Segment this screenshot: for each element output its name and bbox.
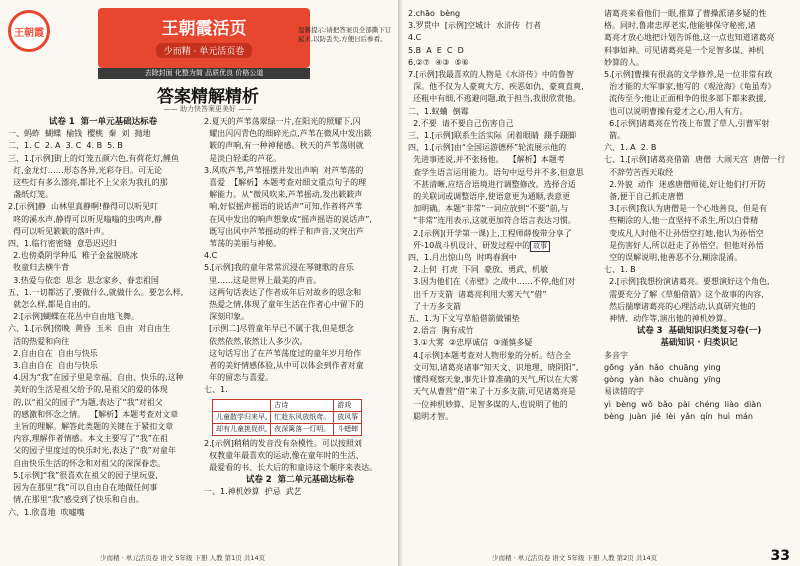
answer-text: 3.因为他们在《赤壁》之战中……不停,他们对 bbox=[408, 277, 576, 287]
left-column-2 bbox=[204, 116, 396, 499]
answer-text: 7.[示例]我最喜欢的人物是《水浒传》中的鲁智 bbox=[408, 70, 574, 80]
answer-text: 这句话写出了在芦苇荡度过的童年岁月给作 bbox=[204, 348, 362, 358]
table-row bbox=[213, 423, 362, 435]
answer-text: 的,以“祖父的园子”为题,表达了“我”对祖父 bbox=[8, 397, 163, 407]
answer-line bbox=[604, 276, 794, 288]
answer-line bbox=[604, 57, 794, 69]
answer-text: 3.罗贯中 [示例]空城计 水浒传 行者 bbox=[408, 21, 542, 31]
answer-line bbox=[408, 93, 600, 105]
answer-text: 4.C bbox=[408, 33, 422, 43]
answer-text: 5.[示例]我的童年常常沉浸在琴键歌的音乐 bbox=[204, 263, 354, 273]
answer-text: 料事如神。可见诸葛亮是一个足智多谋、神机 bbox=[604, 45, 764, 55]
answer-line bbox=[604, 8, 794, 20]
answer-text: 歼-10战斗机设计、研发过程中的 bbox=[408, 240, 531, 250]
answer-text: 葛亮才放心地把计划告诉他,这一点也知道诸葛亮 bbox=[604, 33, 775, 43]
answer-line bbox=[204, 214, 396, 226]
answer-text: 易读错的字 bbox=[604, 387, 644, 397]
answer-text: 基础知识 · 归类识记 bbox=[660, 338, 738, 349]
answer-text: 多音字 bbox=[604, 350, 628, 360]
footer-left: 少而精 · 单元活页卷 语文 5年级 下册 人教 第1页 共14页 bbox=[100, 554, 266, 562]
answer-text: 变成凡人时他不让孙悟空打她,他认为孙悟空 bbox=[604, 228, 764, 238]
answer-line bbox=[604, 264, 794, 276]
answer-line bbox=[408, 399, 600, 411]
answer-text: 2.也傍桑阴学种瓜 稚子金盆脱晓冰 bbox=[8, 251, 138, 261]
answer-text: 试卷 1 第一单元基础达标卷 bbox=[48, 117, 158, 127]
answer-text: 因为在那里“我”可以自由自在地做任何事 bbox=[8, 483, 158, 493]
answer-line bbox=[8, 153, 198, 165]
answer-text: 格。同时,鲁肃忠厚老实,他能够保守秘密,诸 bbox=[604, 21, 756, 31]
answer-text: 活的热爱和向往 bbox=[8, 336, 70, 346]
answer-text: 内容,理解作者情感。本文主要写了“我”在祖 bbox=[8, 434, 168, 444]
answer-line bbox=[408, 337, 600, 349]
answer-text: 2.[示例](开学第一课)上,工程师薛俊带分享了 bbox=[408, 228, 572, 238]
answer-text: 了十万多支箭 bbox=[408, 301, 462, 311]
answer-line bbox=[408, 191, 600, 203]
table-header-cell bbox=[213, 399, 271, 411]
answer-text: 里……这是世界上最美的声音。 bbox=[204, 275, 322, 285]
answer-line bbox=[8, 470, 198, 482]
answer-line bbox=[604, 362, 794, 374]
answer-line bbox=[604, 167, 794, 179]
answer-line bbox=[408, 325, 600, 337]
answer-text: 七、1.[示例]诸葛亮借箭 唐僧 大闹天宫 唐僧一行 bbox=[604, 155, 786, 165]
answer-text: 二、1. C 2. A 3. C 4. B 5. B bbox=[8, 141, 123, 151]
answer-line bbox=[204, 250, 396, 262]
answer-line bbox=[408, 252, 600, 264]
answer-text: 者的美好情感体验,从中可以体会到作者对童 bbox=[204, 361, 364, 371]
answer-text: 4.C bbox=[204, 251, 218, 261]
answer-line bbox=[408, 313, 600, 325]
answer-text: 需要充分了解《草船借箭》这个故事的内容, bbox=[604, 289, 764, 299]
answer-line bbox=[408, 386, 600, 398]
answer-text: 既写出风中芦苇摇动的样子和声音,又突出芦 bbox=[204, 226, 364, 236]
answer-text: 试卷 3 基础知识归类复习卷(一) bbox=[636, 326, 762, 337]
answer-line bbox=[8, 226, 198, 238]
answer-text: 2.语言 胸有成竹 bbox=[408, 326, 474, 336]
answer-text: 先进事迹说,并不张扬他。 【解析】本题考 bbox=[408, 155, 565, 165]
answer-line bbox=[604, 154, 794, 166]
answer-text: 在风中发出的响声想象成“摇声摇语的说话声”, bbox=[204, 214, 372, 224]
answer-line bbox=[408, 142, 600, 154]
answer-text: 最爱看的书、长大后的和童诗这个顺序来表达。 bbox=[204, 463, 378, 473]
answer-text: 6.[示例]诸葛亮在竹筏上布置了草人,引曹军射 bbox=[604, 118, 770, 128]
answer-text: 4.[示例]本题考查对人物形象的分析。结合全 bbox=[408, 350, 571, 360]
answer-line bbox=[408, 276, 600, 288]
answer-line bbox=[408, 8, 600, 20]
answer-line bbox=[8, 494, 198, 506]
answer-text: 牧童归去横牛背 bbox=[8, 263, 70, 273]
brand-logo bbox=[8, 10, 50, 52]
answer-text: 然后揣摩诸葛亮的心理活动,认真研究他的 bbox=[604, 301, 756, 311]
answer-line bbox=[408, 179, 600, 191]
answer-text: 权教童年最喜欢的运动,像在童年时的生活、 bbox=[204, 450, 364, 460]
answer-line bbox=[604, 215, 794, 227]
answer-text: 不甚清晰,应结合语境进行调整修改。选择合适 bbox=[408, 179, 576, 189]
answer-line bbox=[8, 458, 198, 470]
answer-line bbox=[204, 348, 396, 360]
answer-line bbox=[8, 433, 198, 445]
answer-line bbox=[8, 287, 198, 299]
answer-line bbox=[8, 250, 198, 262]
answer-text: 懂得观察天象,事先计算准确的天气,所以在大雾 bbox=[408, 375, 579, 385]
answer-text: 自由快乐生活的怀念和对祖父的深深眷恋。 bbox=[8, 458, 166, 468]
answer-text: 2.夏天的芦苇荡翠绿一片,在阳光的照耀下,闪 bbox=[204, 117, 361, 126]
answer-line bbox=[8, 201, 198, 213]
answer-line bbox=[204, 116, 396, 128]
answer-line bbox=[604, 411, 794, 423]
table-cell: 忙趁东风放纸鸢。 bbox=[271, 411, 334, 423]
answer-line bbox=[204, 201, 396, 213]
answer-line bbox=[604, 45, 794, 57]
answer-text: yì bèng wǒ bǎo pài chéng liào diàn bbox=[604, 399, 762, 409]
answer-text: 2.[示例]蝴蝶在花丛中自由地飞舞。 bbox=[8, 312, 139, 322]
answer-text: 妙算的人。 bbox=[604, 57, 644, 67]
answer-text: 耀出闪闪青色的细碎光点,芦苇在微风中发出簌 bbox=[204, 129, 372, 139]
answer-line bbox=[604, 374, 794, 386]
answer-line bbox=[204, 323, 396, 335]
answer-line bbox=[8, 189, 198, 201]
answer-line bbox=[408, 167, 600, 179]
answer-text: 2.[示例]稍稍的发音没有杂模性。可以按照刘 bbox=[204, 438, 362, 448]
answer-text: 五、1.一切都活了,要做什么,就做什么。要怎么样, bbox=[8, 287, 184, 297]
answer-text: 2.上何 打虎 下同 豪放、勇武、机敏 bbox=[408, 265, 548, 275]
answer-line bbox=[204, 189, 396, 201]
answer-line bbox=[408, 362, 600, 374]
answer-text: 一、1.神机妙算 护忌 武艺 bbox=[204, 487, 302, 497]
answer-text: 热爱之情,体现了童年生活在作者心中留下的 bbox=[204, 300, 364, 310]
answer-text: 三、1.[示例]联系生活实际 闭着眼睛 蹑手蹑脚 bbox=[408, 131, 577, 141]
answer-text: 神情、动作等,演出他的神机妙算。 bbox=[604, 314, 732, 324]
answer-line bbox=[8, 409, 198, 421]
answer-line bbox=[8, 214, 198, 226]
answer-line bbox=[8, 323, 198, 335]
answer-text: 四、1.[示例]由“全国运游德杯”轮流展示他的 bbox=[408, 143, 567, 153]
answer-text: 是伤害好人,所以赶走了孙悟空。但他对孙悟 bbox=[604, 240, 764, 250]
answer-text: bèng juàn jié lèi yǎn qín huì mán bbox=[604, 411, 753, 421]
answer-text: 三、1.[示例]街上的灯笼五颜六色,有荷花灯,鲤鱼 bbox=[8, 153, 179, 163]
answer-line bbox=[604, 313, 794, 325]
answer-line bbox=[8, 507, 198, 519]
answer-line bbox=[408, 228, 600, 240]
right-column-1 bbox=[408, 8, 600, 423]
answer-text: 二、1.蚁蛐 倒霉 bbox=[408, 106, 469, 116]
answer-line bbox=[604, 386, 794, 398]
answer-text: 响,好似摇声摇语的说话声”可知,作者将芦苇 bbox=[204, 202, 363, 212]
answer-line bbox=[8, 384, 198, 396]
answer-line bbox=[408, 106, 600, 118]
table-header-cell: 游戏 bbox=[334, 399, 362, 411]
answer-line bbox=[8, 165, 198, 177]
answer-text: 五、1.为下文写草船借箭做铺垫 bbox=[408, 314, 520, 324]
brand-logo-text: 王朝霞 bbox=[14, 27, 44, 39]
answer-text: 解能力。从“微风吹来,芦苇摇动,发出簌簌声 bbox=[204, 190, 363, 200]
answer-line bbox=[604, 252, 794, 264]
answer-line bbox=[204, 486, 396, 498]
answer-line bbox=[604, 289, 794, 301]
section-heading bbox=[604, 325, 794, 337]
answer-text: 试卷 2 第二单元基础达标卷 bbox=[245, 475, 355, 486]
answer-text: “非常”连用表示,这就更加符合语言表达习惯。 bbox=[408, 216, 576, 226]
answer-text: 2.chāo bèng bbox=[408, 9, 461, 18]
answer-text: 主旨的理解。解答此类题的关键在于紧扣文章 bbox=[8, 422, 174, 432]
table-header-cell: 古诗 bbox=[271, 399, 334, 411]
answer-line bbox=[604, 69, 794, 81]
section-heading bbox=[8, 116, 198, 128]
table-cell: 斗蟋蟀 bbox=[334, 423, 362, 435]
answer-line bbox=[604, 81, 794, 93]
answer-text: 空的误解说明,他善恶不分,糊涂混淆。 bbox=[604, 253, 743, 263]
answer-text: 四、1.月出惊山鸟 时鸣春涧中 bbox=[408, 253, 517, 263]
main-title: 答案精解精析 bbox=[157, 87, 259, 107]
answer-line bbox=[204, 226, 396, 238]
page-number: 33 bbox=[770, 548, 790, 564]
answer-text: 的关联词或调整语序,使语意更为通顺,表意更 bbox=[408, 192, 571, 202]
answer-text: 3.风吹芦苇,芦苇摇摆并发出声响 对芦苇荡的 bbox=[204, 165, 364, 175]
answer-line bbox=[8, 360, 198, 372]
answer-box: 故事 bbox=[530, 241, 550, 252]
answer-text: 3.①大雾 ②忠厚诚信 ③谨慎多疑 bbox=[408, 338, 533, 348]
answer-text: 不辞劳苦西天取经 bbox=[604, 167, 674, 177]
section-heading bbox=[204, 474, 396, 486]
answer-text: 这两句话表达了作者成年后对故乡的思念和 bbox=[204, 287, 362, 297]
answer-line bbox=[8, 372, 198, 384]
answer-text: 天气从曹营“借”来了十万多支箭,可见诸葛亮是 bbox=[408, 387, 576, 397]
answer-text: 文可知,诸葛亮诸事“知天文、识地理、晓阴阳”, bbox=[408, 362, 579, 372]
answer-text: 3.[示例]我认为唐僧是一个心地善良、但是有 bbox=[604, 204, 767, 214]
answer-line bbox=[408, 289, 600, 301]
answer-text: 咚的溪水声,静得可以听见嗡嗡的虫鸣声,静 bbox=[8, 214, 163, 224]
answer-line bbox=[408, 301, 600, 313]
answer-text: 是淡白轻柔的芦花。 bbox=[204, 153, 282, 163]
answer-text: gōng yǎn hǎo chuāng ying bbox=[604, 362, 721, 372]
answer-text: gòng yàn hào chuàng yīng bbox=[604, 375, 721, 385]
answer-line bbox=[408, 45, 600, 57]
answer-text: 出千万支箭 诸葛亮利用大雾天气“借” bbox=[408, 289, 547, 299]
answer-line bbox=[8, 348, 198, 360]
answer-line bbox=[204, 299, 396, 311]
answer-line bbox=[604, 301, 794, 313]
table-cell: 儿童散学归来早, bbox=[213, 411, 271, 423]
answer-line bbox=[204, 165, 396, 177]
answer-text: 5.[示例]“我”很喜欢在祖父的园子里玩耍, bbox=[8, 470, 158, 480]
answer-text: 就怎么样,都是自由的。 bbox=[8, 300, 96, 310]
answer-line bbox=[604, 228, 794, 240]
answer-line bbox=[8, 299, 198, 311]
answer-text: 情,在那里“我”感受到了快乐和自由。 bbox=[8, 495, 144, 505]
answer-text: 年的留恋与喜爱。 bbox=[204, 373, 274, 383]
answer-line bbox=[408, 411, 600, 423]
main-subtitle: —— 助力快答案更美好 —— bbox=[163, 105, 253, 113]
answer-line bbox=[408, 32, 600, 44]
answer-text: 4.因为“我”在园子里是幸福、自由、快乐的,这种 bbox=[8, 373, 184, 383]
answer-text: 灯,金龙灯……形态各异,光彩夺目。可无论 bbox=[8, 165, 163, 175]
answer-line bbox=[604, 20, 794, 32]
answer-line bbox=[204, 128, 396, 140]
answer-line bbox=[204, 311, 396, 323]
answer-line bbox=[604, 399, 794, 411]
right-column-2 bbox=[604, 8, 794, 423]
answer-text: 5.B A E C D bbox=[408, 45, 464, 55]
table-row bbox=[213, 411, 362, 423]
answer-text: 得可以听见簌簌的落叶声。 bbox=[8, 226, 110, 236]
answer-text: 查学生语言运用能力。语句中逗号并不多,但意思 bbox=[408, 167, 584, 177]
answer-text: 2.[示例]我想扮演诸葛亮。要想演好这个角色, bbox=[604, 277, 770, 287]
answer-text: 加明确。本题“非常”一词应放到“不要”前,与 bbox=[408, 204, 569, 214]
answer-text: 聪明才智。 bbox=[408, 411, 454, 421]
answer-line bbox=[408, 203, 600, 215]
answer-text: 2.[示例]静 山林里真静啊!静得可以听见叮 bbox=[8, 202, 159, 212]
answer-text: 喜爱 【解析】本题考查对细文重点句子的理 bbox=[204, 178, 367, 188]
answer-line bbox=[8, 140, 198, 152]
answer-line bbox=[8, 311, 198, 323]
table-cell: 却有儿童挑促织, bbox=[213, 423, 271, 435]
answer-line bbox=[8, 482, 198, 494]
answer-text: 深刻印象。 bbox=[204, 312, 250, 322]
answer-text: 父的园子里度过的快乐时光,表达了“我”对童年 bbox=[8, 446, 176, 456]
answer-line bbox=[204, 438, 396, 450]
answer-text: 还粗中有细,不逃避问题,敢于担当,我很欣赏他。 bbox=[408, 94, 581, 104]
answer-line bbox=[408, 154, 600, 166]
answer-line bbox=[204, 275, 396, 287]
answer-text: 簌的声响,有一种神秘感。秋天的芦苇荡则就 bbox=[204, 141, 364, 151]
answer-line bbox=[8, 128, 198, 140]
answer-text: 些糊涂的人,他一直坚持不杀生,所以白骨精 bbox=[604, 216, 759, 226]
answer-text: 美好的生活是祖父给予的,是祖父的爱的体现 bbox=[8, 385, 168, 395]
answer-text: 四、1.临行密密缝 意恐迟迟归 bbox=[8, 239, 117, 249]
answer-line bbox=[204, 177, 396, 189]
answer-line bbox=[604, 106, 794, 118]
answer-text: 3.自由自在 自由与快乐 bbox=[8, 361, 98, 371]
answer-line bbox=[8, 421, 198, 433]
answer-text: 六、1.欣喜地 吹嘘嘴 bbox=[8, 507, 85, 517]
answer-line bbox=[408, 215, 600, 227]
answer-line bbox=[408, 57, 600, 69]
answer-line bbox=[204, 450, 396, 462]
answer-line bbox=[204, 153, 396, 165]
answer-text: 的感激和怀念之情。 【解析】本题考查对文章 bbox=[8, 409, 179, 419]
answer-line bbox=[8, 275, 198, 287]
answer-line bbox=[604, 32, 794, 44]
footer-right: 少而精 · 单元活页卷 语文 5年级 下册 人教 第2页 共14页 bbox=[492, 554, 658, 562]
answer-text: 2.自由自在 自由与快乐 bbox=[8, 348, 98, 358]
table-row bbox=[213, 399, 362, 411]
answer-line bbox=[408, 264, 600, 276]
answer-line bbox=[604, 142, 794, 154]
answer-line bbox=[408, 374, 600, 386]
answer-text: 2.不要 请不要自己伤害自己 bbox=[408, 118, 514, 128]
answer-line bbox=[8, 397, 198, 409]
answer-line bbox=[408, 69, 600, 81]
answer-line bbox=[408, 350, 600, 362]
answer-text: 治才能的大军事家,他写的《观沧海》《龟虽寿》 bbox=[604, 82, 776, 92]
answer-line bbox=[204, 238, 396, 250]
brand-title: 王朝霞活页 bbox=[161, 19, 247, 39]
answer-line bbox=[604, 350, 794, 362]
answer-text: [示例二]尽管童年早已不属于我,但是想念 bbox=[204, 324, 354, 334]
answer-line bbox=[8, 262, 198, 274]
answer-line bbox=[204, 360, 396, 372]
answer-line bbox=[604, 240, 794, 252]
answer-line bbox=[408, 81, 600, 93]
answer-line bbox=[8, 177, 198, 189]
answer-text: 一、蚂蚱 蝴蝶 榆钱 樱桃 秦 刘 抛地 bbox=[8, 129, 151, 139]
answer-line bbox=[408, 130, 600, 142]
answer-text: 盏纸灯笼。 bbox=[8, 190, 54, 200]
answer-line bbox=[204, 262, 396, 274]
answer-text: 七、1. B bbox=[604, 265, 636, 275]
table-cell: 放风筝 bbox=[334, 411, 362, 423]
answer-text: 箭。 bbox=[604, 131, 626, 141]
answer-line bbox=[604, 203, 794, 215]
answer-line bbox=[8, 336, 198, 348]
answer-line bbox=[204, 287, 396, 299]
answer-text: 苇荡的美丽与神秘。 bbox=[204, 239, 282, 249]
answer-text: 3.热爱与依恋 思念 思念家乡、眷恋祖国 bbox=[8, 275, 159, 285]
answer-text: 5.[示例]曹操有很高的文学修养,是一位非常有政 bbox=[604, 70, 773, 80]
left-column-1 bbox=[8, 116, 198, 519]
notice-text: 温馨提示:请把答案页全部撕下订起来,以防丢失,方便日后参看。 bbox=[298, 26, 392, 43]
answer-text: 六、1.[示例]傍晚 黄昏 玉米 自由 对自由生 bbox=[8, 324, 171, 334]
answer-line bbox=[604, 191, 794, 203]
answer-table bbox=[212, 399, 362, 436]
answer-text: 深。他不仅为人豪爽大方、疾恶如仇、豪爽直爽, bbox=[408, 82, 584, 92]
answer-line bbox=[408, 20, 600, 32]
answer-text: 七、1. bbox=[204, 385, 228, 395]
right-page bbox=[402, 0, 800, 566]
answer-text: 这些灯有多么漂亮,都比不上父亲为我扎的那 bbox=[8, 178, 168, 188]
section-heading bbox=[604, 337, 794, 349]
answer-line bbox=[204, 462, 396, 474]
answer-text: 流传至今;他让正面相争的很多部下都来救援, bbox=[604, 94, 767, 104]
answer-line bbox=[604, 118, 794, 130]
brand-banner bbox=[98, 8, 310, 68]
answer-line bbox=[204, 372, 396, 384]
table-cell: 夜深篱落一灯明。 bbox=[271, 423, 334, 435]
answer-line bbox=[8, 238, 198, 250]
answer-line bbox=[604, 179, 794, 191]
answer-text: 6.②⑦ ④③ ⑤⑥ bbox=[408, 57, 469, 67]
answer-line bbox=[204, 140, 396, 152]
answer-line bbox=[204, 384, 396, 396]
answer-line bbox=[204, 336, 396, 348]
answer-text: 备,便于自己抓走唐僧 bbox=[604, 192, 684, 202]
answer-line bbox=[408, 240, 600, 252]
answer-text: 诸葛亮来看他们一眼,推算了曹操派诸多疑的性 bbox=[604, 9, 767, 18]
answer-text: 2.外貌 动作 迷惑唐僧师徒,好让他们打开防 bbox=[604, 179, 766, 189]
answer-text: 六、1. A 2. B bbox=[604, 143, 657, 153]
brand-slogan: 去除封面 化整为简 品质优良 价格公道 bbox=[98, 68, 310, 79]
brand-subtitle: 少而精 · 单元活页卷 bbox=[156, 43, 253, 58]
answer-text: 一位神机妙算、足智多谋的人,也说明了他的 bbox=[408, 399, 568, 409]
answer-line bbox=[8, 445, 198, 457]
answer-line bbox=[408, 118, 600, 130]
answer-line bbox=[604, 93, 794, 105]
answer-text: 也可以说明曹操有爱才之心,用人有方。 bbox=[604, 106, 748, 116]
answer-line bbox=[604, 130, 794, 142]
answer-text: 依然依然,依然让人多少次。 bbox=[204, 336, 308, 346]
